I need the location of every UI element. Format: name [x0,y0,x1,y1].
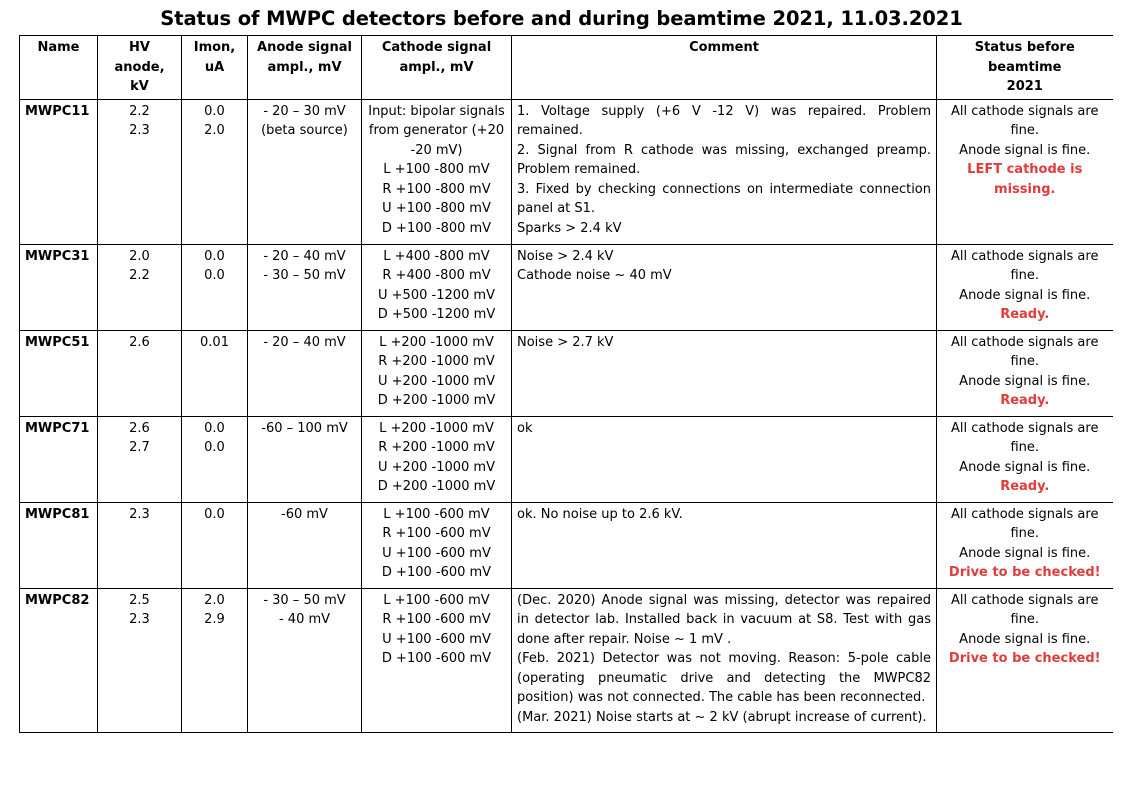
hv-anode-cell [98,588,182,732]
hv-value: 2.6 [129,420,150,436]
cathode-signal-value: D +500 -1200 mV [377,307,496,322]
page-title: Status of MWPC detectors before and during beamtime 2021, 11.03.2021 [160,7,963,30]
cathode-signal-value: R +100 -600 mV [382,612,491,627]
anode-signal-value: - 30 – 50 mV [263,268,346,283]
imon-value: 2.0 [204,123,225,138]
comment-line: ok [517,420,533,436]
table-row [20,502,1113,588]
anode-signal-cell [248,244,362,330]
status-alert: Ready. [1000,479,1050,494]
anode-signal-cell [248,588,362,732]
cathode-signal-value: R +100 -800 mV [382,181,491,197]
cathode-signal-value: D +100 -600 mV [381,565,492,580]
hv-value: 2.2 [129,268,150,283]
anode-signal-value: - 20 – 40 mV [263,334,346,350]
anode-signal-cell [248,416,362,502]
hv-value: 2.5 [129,592,150,608]
header-imon: Imon, uA [182,36,248,100]
anode-signal-value: - 40 mV [278,612,331,627]
comment-line: 3. Fixed by checking connections on intermediate connection panel at S1. [517,181,931,216]
imon-value: 2.0 [204,592,225,608]
comment-cell [512,99,937,244]
cathode-signal-cell [362,99,512,244]
imon-value: 0.0 [204,248,225,264]
anode-signal-cell [248,99,362,244]
imon-cell [182,588,248,732]
status-line: All cathode signals are [951,592,1099,608]
status-line: All cathode signals are [951,248,1099,264]
header-hv-anode: HV anode, kV [98,36,182,100]
cathode-signal-value: L +100 -600 mV [383,506,490,522]
detector-name-cell [20,244,98,330]
hv-anode-cell [98,244,182,330]
status-line: Anode signal is fine. [959,459,1091,475]
imon-value: 2.9 [204,612,225,627]
table-row [20,330,1113,416]
imon-value: 0.0 [204,268,225,283]
status-line: Anode signal is fine. [959,142,1091,158]
anode-signal-value: -60 – 100 mV [261,420,348,436]
cathode-signal-value: U +100 -600 mV [382,631,491,647]
comment-cell [512,502,937,588]
header-comment: Comment [512,36,937,100]
imon-value: 0.0 [204,420,225,436]
detector-name: MWPC81 [25,506,90,522]
imon-cell [182,244,248,330]
hv-anode-cell [98,502,182,588]
cathode-signal-value: R +100 -600 mV [382,526,491,541]
cathode-signal-value: U +200 -1000 mV [378,459,495,475]
status-alert: Ready. [1000,393,1050,408]
comment-line: 2. Signal from R cathode was missing, exchanged preamp. Problem remained. [517,142,931,177]
comment-cell [512,416,937,502]
hv-anode-cell [98,99,182,244]
cathode-signal-cell [362,416,512,502]
status-line: fine. [1010,268,1040,283]
cathode-signal-cell [362,330,512,416]
detector-name: MWPC11 [25,103,90,119]
hv-value: 2.3 [129,123,150,138]
status-cell [937,416,1113,502]
cathode-signal-value: R +200 -1000 mV [378,440,495,455]
table-row [20,588,1113,732]
status-line: Anode signal is fine. [959,631,1091,647]
comment-line: (Mar. 2021) Noise starts at ~ 2 kV (abrupt increase of current). [517,709,927,725]
cathode-signal-value: L +100 -800 mV [383,162,490,177]
status-cell [937,588,1113,732]
cathode-signal-value: L +100 -600 mV [383,592,490,608]
anode-signal-value: -60 mV [281,506,328,522]
detector-name-cell [20,330,98,416]
imon-value: 0.0 [204,506,225,522]
table-header-row [20,36,1113,100]
status-line: fine. [1010,440,1040,455]
imon-cell [182,416,248,502]
cathode-signal-value: L +400 -800 mV [383,248,490,264]
status-line: All cathode signals are [951,103,1099,119]
comment-line: 1. Voltage supply (+6 V -12 V) was repaired. Problem remained. [517,103,931,138]
status-cell [937,330,1113,416]
header-name: Name [20,36,98,100]
status-line: fine. [1010,612,1040,627]
imon-value: 0.01 [200,334,229,350]
cathode-signal-value: U +500 -1200 mV [378,287,495,303]
anode-signal-cell [248,330,362,416]
status-line: Anode signal is fine. [959,545,1091,561]
imon-value: 0.0 [204,103,225,119]
cathode-signal-value: L +200 -1000 mV [379,420,494,436]
status-line: fine. [1010,123,1040,138]
status-line: All cathode signals are [951,506,1099,522]
anode-signal-cell [248,502,362,588]
cathode-signal-cell [362,502,512,588]
detector-name-cell [20,416,98,502]
hv-value: 2.3 [129,506,150,522]
status-cell [937,502,1113,588]
detector-name: MWPC82 [25,592,90,608]
status-line: fine. [1010,354,1040,369]
anode-signal-value: (beta source) [261,123,348,138]
cathode-signal-value: L +200 -1000 mV [379,334,494,350]
status-line: Anode signal is fine. [959,373,1091,389]
header-cathode-signal: Cathode signal ampl., mV [362,36,512,100]
comment-cell [512,244,937,330]
imon-cell [182,330,248,416]
detector-name: MWPC31 [25,248,90,264]
cathode-signal-value: D +100 -800 mV [381,220,492,236]
comment-line: ok. No noise up to 2.6 kV. [517,506,683,522]
comment-line: (Dec. 2020) Anode signal was missing, detector was repaired in detector lab. Installed back in vacuum at S8. Test with gas done after repair. Noise ~ 1 mV . [517,592,931,647]
table-row [20,416,1113,502]
hv-anode-cell [98,330,182,416]
status-alert: Drive to be checked! [948,651,1101,666]
hv-value: 2.7 [129,440,150,455]
anode-signal-value: - 30 – 50 mV [263,592,346,608]
imon-cell [182,99,248,244]
status-alert: Drive to be checked! [948,565,1101,580]
comment-line: Noise > 2.7 kV [517,334,614,350]
detector-name: MWPC51 [25,334,90,350]
cathode-signal-value: D +200 -1000 mV [377,393,496,408]
hv-value: 2.6 [129,334,150,350]
status-alert: LEFT cathode is missing. [967,162,1083,197]
imon-cell [182,502,248,588]
imon-value: 0.0 [204,440,225,455]
comment-line: Sparks > 2.4 kV [517,220,622,236]
comment-line: Noise > 2.4 kV [517,248,614,264]
cathode-signal-cell [362,244,512,330]
cathode-signal-value: D +200 -1000 mV [377,479,496,494]
header-status: Status before beamtime 2021 [937,36,1113,100]
comment-line: Cathode noise ~ 40 mV [517,268,672,283]
cathode-signal-value: U +200 -1000 mV [378,373,495,389]
cathode-signal-value: -20 mV) [410,142,463,158]
comment-cell [512,588,937,732]
status-line: All cathode signals are [951,420,1099,436]
anode-signal-value: - 20 – 30 mV [263,103,346,119]
detector-name-cell [20,502,98,588]
table-row [20,244,1113,330]
hv-anode-cell [98,416,182,502]
status-line: fine. [1010,526,1040,541]
status-cell [937,244,1113,330]
mwpc-status-table [19,35,1113,733]
cathode-signal-value: R +400 -800 mV [382,268,491,283]
status-cell [937,99,1113,244]
cathode-signal-value: from generator (+20 [368,123,505,138]
hv-value: 2.2 [129,103,150,119]
detector-name-cell [20,588,98,732]
header-anode-signal: Anode signal ampl., mV [248,36,362,100]
cathode-signal-value: U +100 -800 mV [382,201,491,216]
detector-name-cell [20,99,98,244]
status-alert: Ready. [1000,307,1050,322]
hv-value: 2.3 [129,612,150,627]
comment-cell [512,330,937,416]
status-line: All cathode signals are [951,334,1099,350]
cathode-signal-value: D +100 -600 mV [381,651,492,666]
status-line: Anode signal is fine. [959,287,1091,303]
comment-line: (Feb. 2021) Detector was not moving. Reason: 5-pole cable (operating pneumatic drive and detecting the MWPC82 position) was not connected. The cable has been reconnected. [517,651,931,705]
cathode-signal-value: R +200 -1000 mV [378,354,495,369]
anode-signal-value: - 20 – 40 mV [263,248,346,264]
cathode-signal-value: Input: bipolar signals [368,103,505,119]
hv-value: 2.0 [129,248,150,264]
table-row [20,99,1113,244]
cathode-signal-cell [362,588,512,732]
cathode-signal-value: U +100 -600 mV [382,545,491,561]
detector-name: MWPC71 [25,420,90,436]
